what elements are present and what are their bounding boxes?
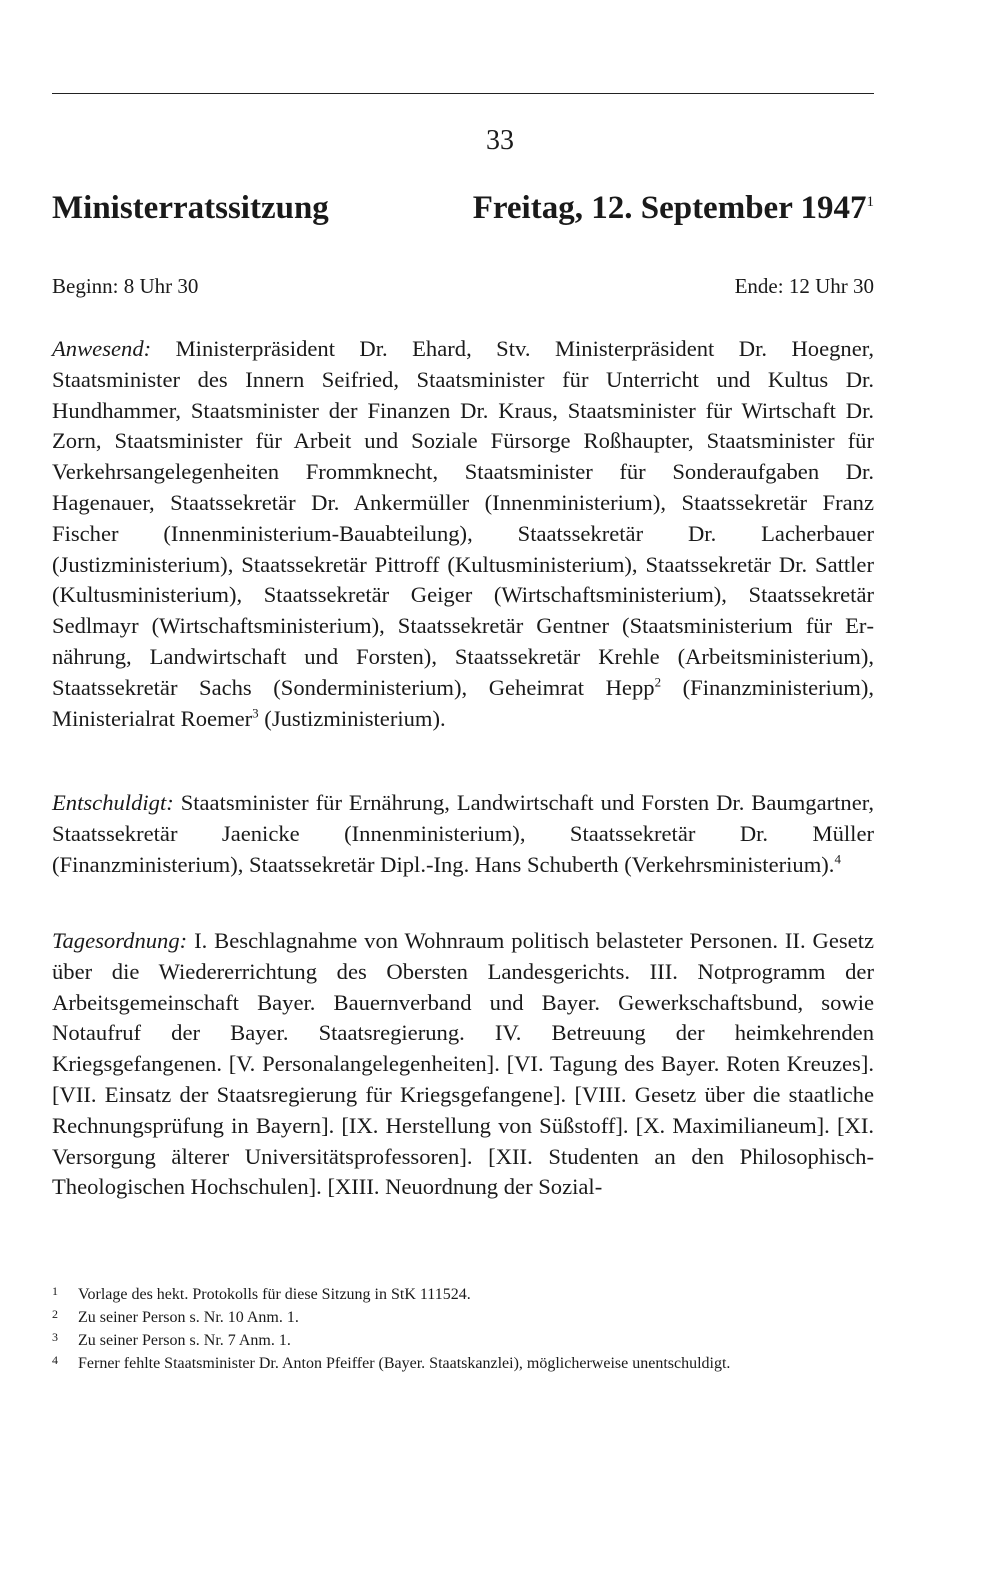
footnote-mark: 2 (52, 1307, 58, 1321)
session-date: Freitag, 12. September 1947 (472, 190, 867, 226)
footnote-text: Vorlage des hekt. Protokolls für diese Sitzung in StK 111524. (78, 1286, 471, 1303)
footnote-ref-4: 4 (834, 851, 841, 867)
footnote-mark: 4 (52, 1353, 58, 1367)
attendees-label: Anwesend: (52, 336, 152, 361)
excused-label: Entschuldigt: (52, 790, 174, 815)
top-rule (52, 93, 874, 94)
session-title: Ministerratssitzung (52, 190, 329, 226)
footnote-text: Ferner fehlte Staatsminister Dr. Anton Pfeiffer (Bayer. Staatskanzlei), möglicherweise unentschuldigt. (78, 1355, 731, 1372)
footnote (52, 1283, 874, 1306)
session-date-wrap (473, 188, 874, 228)
document-number: 33 (486, 125, 514, 156)
agenda-label: Tagesordnung: (52, 928, 188, 953)
start-time: Beginn: 8 Uhr 30 (52, 274, 199, 298)
attendees-text-end: (Justizministerium). (258, 705, 446, 731)
agenda-paragraph (52, 926, 874, 1203)
excused-paragraph (52, 788, 874, 880)
footnote-mark: 1 (52, 1284, 58, 1298)
agenda-text: I. Beschlagnahme von Wohnraum politisch belasteter Personen. II. Gesetz über die Wiedererrichtung des Obersten Landesgerichts. III. Notprogramm der Arbeitsgemeinschaft Bayer. Bauernverband und Bayer. Gewerkschaftsbund, sowie Notaufruf der Bayer. Staatsregierung. IV. Betreuung der heimkehrenden Kriegsgefangenen. [V. Personalangelegenheiten]. [VI. Tagung des Bayer. Roten Kreuzes]. [VII. Einsatz der Staatsregierung für Kriegsgefangene]. [VIII. Gesetz über die staatliche Rechnungsprüfung in Bayern]. [IX. Herstellung von Süßstoff]. [X. Maximilianeum]. [XI. Versorgung älterer Universitätsprofessoren]. [XII. Studenten an den Philosophisch-Theologischen Hochschulen]. [XIII. Neuordnung der Sozial- (52, 928, 874, 1200)
footnote-ref-2: 2 (654, 674, 662, 690)
footnote-ref-1: 1 (866, 194, 874, 210)
footnote (52, 1329, 874, 1352)
footnote (52, 1306, 874, 1329)
footnote-text: Zu seiner Person s. Nr. 10 Anm. 1. (78, 1309, 299, 1326)
end-time: Ende: 12 Uhr 30 (734, 274, 874, 298)
excused-text: Staatsminister für Ernährung, Landwirtschaft und Forsten Dr. Baumgartner, Staatssekretär Jaenicke (Innenministerium), Staatssekretär Dr. Müller (Finanzministerium), Staatssekretär Dipl.-Ing. Hans Schuberth (Verkehrsministerium). (52, 790, 874, 877)
session-heading (52, 188, 874, 228)
attendees-text: Ministerpräsident Dr. Ehard, Stv. Ministerpräsident Dr. Hoegner, Staatsminister des Innern Seifried, Staatsminister für Unterricht und Kultus Dr. Hundhammer, Staatsminister der Finanzen Dr. Kraus, Staatsminister für Wirtschaft Dr. Zorn, Staatsminister für Arbeit und Soziale Fürsorge Roßhaupter, Staatsminister für Verkehrsangelegenheiten Frommknecht, Staatsminister für Sonderaufgaben Dr. Hagenauer, Staatssekretär Dr. Ankermüller (Innenministerium), Staatssekretär Franz Fischer (Innenministerium-Bauabteilung), Staatssekretär Dr. Lacherbauer (Justizministerium), Staatssekretär Pittroff (Kultusministerium), Staatssekretär Dr. Sattler (Kultusministerium), Staatssekretär Geiger (Wirtschaftsministerium), Staatssekretär Sedlmayr (Wirtschaftsministerium), Staatssekretär Gentner (Staatsministerium für Ernährung, Landwirtschaft und Forsten), Staatssekretär Krehle (Arbeitsministerium), Staatssekretär Sachs (Sonderministerium), Geheimrat Hepp (52, 336, 874, 700)
footnote-text: Zu seiner Person s. Nr. 7 Anm. 1. (78, 1332, 291, 1349)
attendees-text-2: (Finanzministerium), Ministerialrat Roemer (52, 674, 874, 731)
footnotes (52, 1283, 874, 1375)
footnote-ref-3: 3 (252, 705, 259, 721)
session-times (52, 272, 874, 300)
attendees-paragraph (52, 334, 874, 734)
footnote (52, 1352, 874, 1375)
footnote-mark: 3 (52, 1330, 58, 1344)
